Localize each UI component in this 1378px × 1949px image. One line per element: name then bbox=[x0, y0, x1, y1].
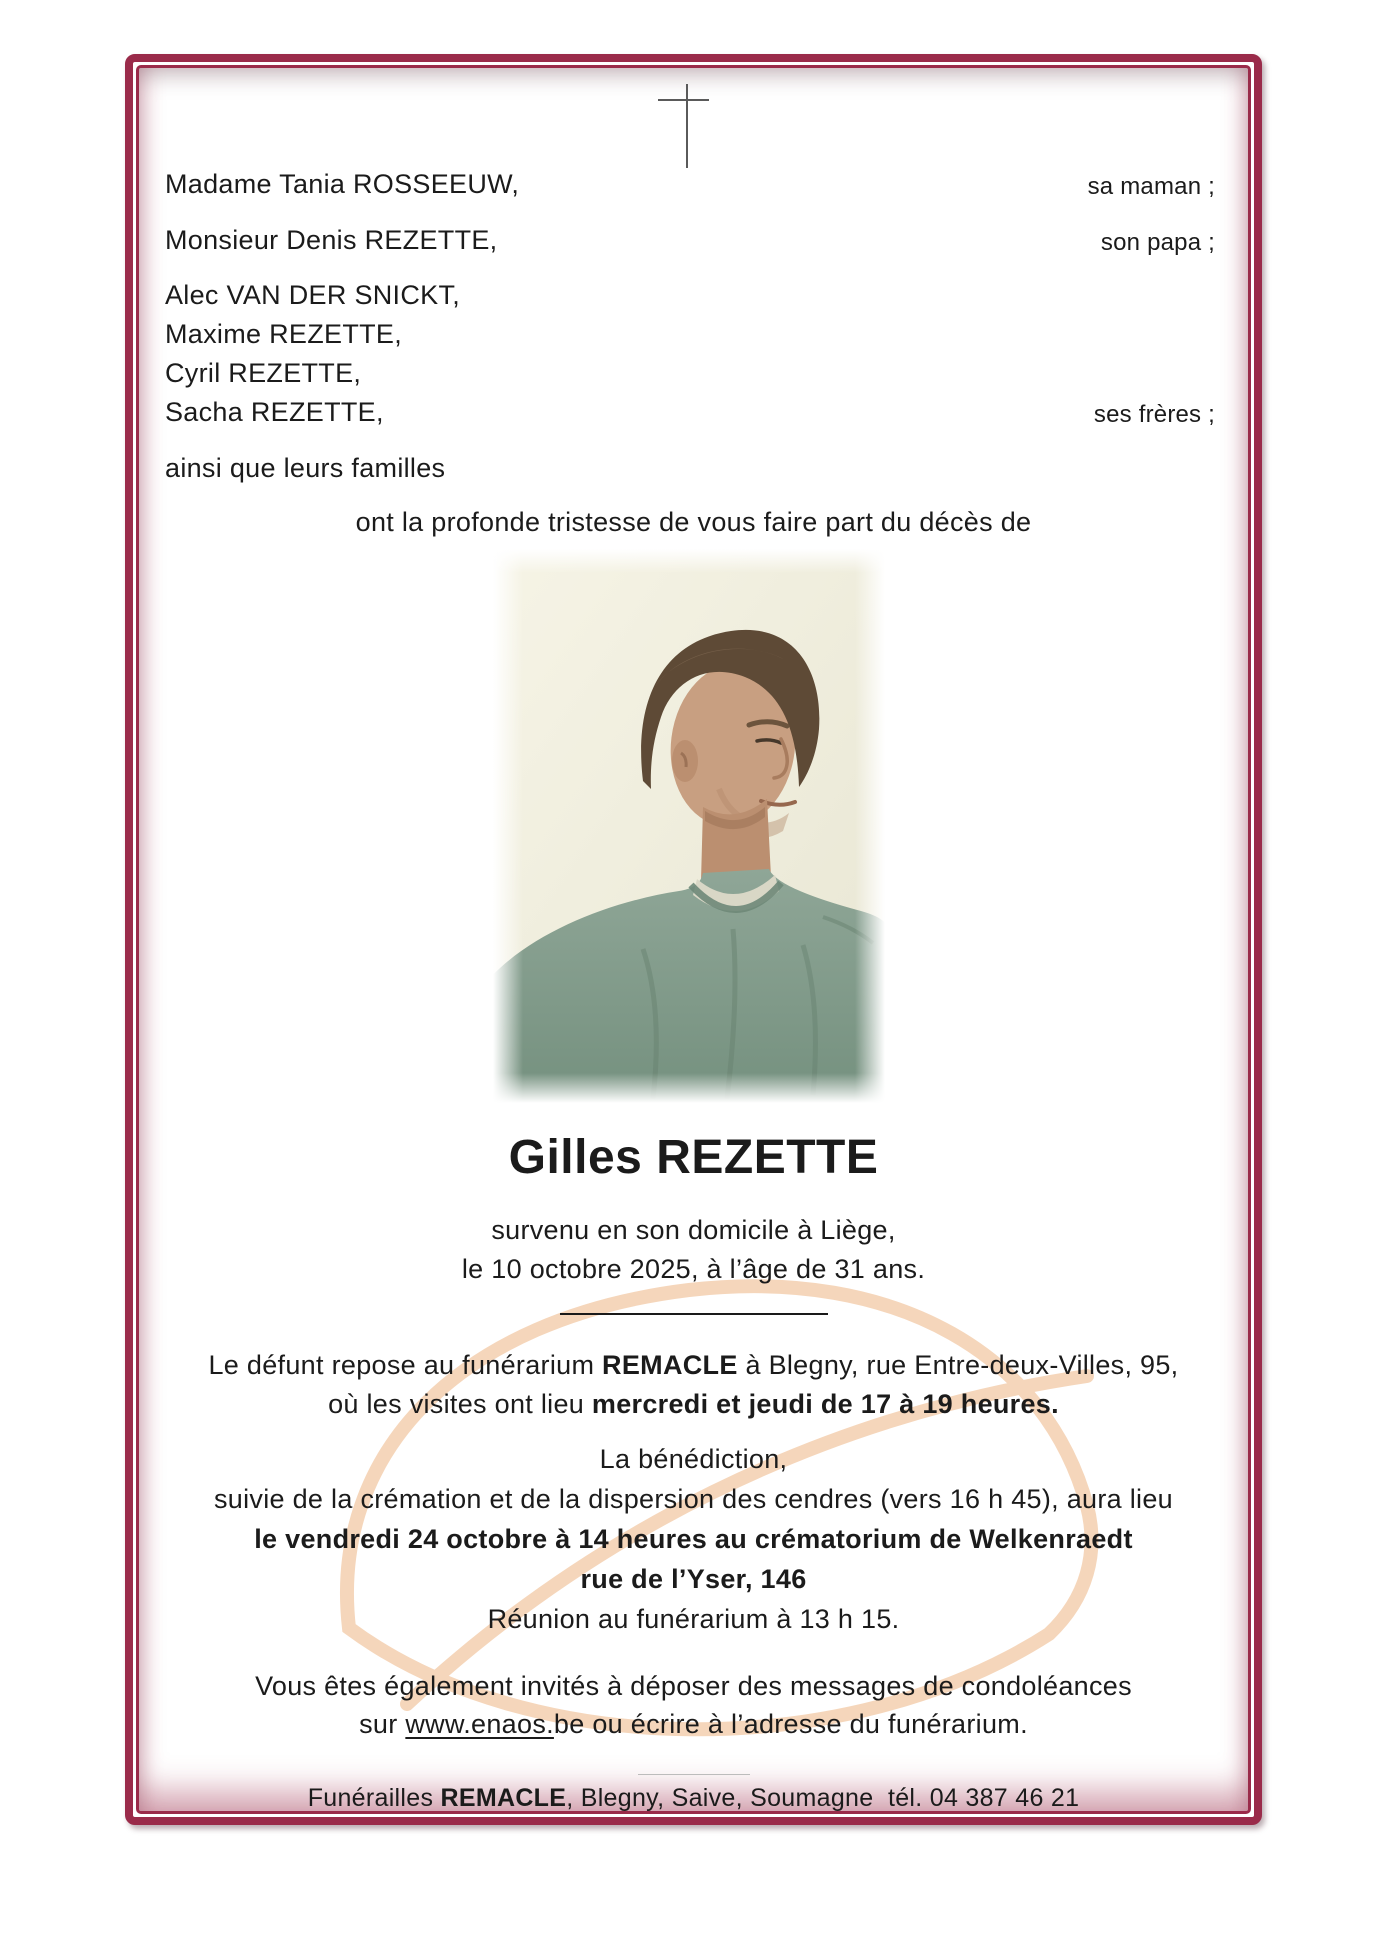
brother-name: Maxime REZETTE, bbox=[165, 319, 403, 349]
visitation-line2-text: où les visites ont lieu bbox=[328, 1389, 592, 1419]
announcement-card-frame bbox=[125, 54, 1262, 1825]
relation-label: sa maman ; bbox=[1087, 173, 1215, 200]
family-member-name: Monsieur Denis REZETTE, bbox=[165, 225, 498, 255]
enaos-website-link-suffix: be bbox=[553, 1709, 585, 1739]
footer-contact: , Blegny, Saive, Soumagne tél. 04 387 46 21 bbox=[566, 1784, 1080, 1812]
ceremony-line1: La bénédiction, bbox=[599, 1444, 788, 1474]
visitation-paragraph bbox=[139, 1346, 1248, 1424]
brother-name: Alec VAN DER SNICKT, bbox=[165, 280, 461, 310]
ceremony-paragraph bbox=[139, 1439, 1248, 1639]
condolences-line1: Vous êtes également invités à déposer des messages de condoléances bbox=[255, 1671, 1132, 1701]
visitation-line1-address: à Blegny, rue Entre-deux-Villes, 95, bbox=[737, 1350, 1179, 1380]
death-date-line: le 10 octobre 2025, à l’âge de 31 ans. bbox=[461, 1254, 926, 1284]
condolences-line2-pre: sur bbox=[359, 1709, 406, 1739]
visitation-line1 bbox=[139, 1346, 1248, 1385]
ceremony-meeting-line: Réunion au funérarium à 13 h 15. bbox=[487, 1604, 900, 1634]
funeral-home-footer bbox=[139, 1784, 1248, 1813]
brother-name: Cyril REZETTE, bbox=[165, 358, 362, 388]
cross-vertical-bar bbox=[686, 84, 688, 168]
families-line: ainsi que leurs familles bbox=[165, 453, 446, 483]
condolences-line2-post: ou écrire à l’adresse du funérarium. bbox=[584, 1709, 1028, 1739]
announcement-card bbox=[136, 65, 1251, 1814]
footer-pre: Funérailles bbox=[307, 1784, 441, 1812]
deceased-name: Gilles REZETTE bbox=[508, 1131, 879, 1184]
ceremony-line2: suivie de la crémation et de la dispersion des cendres (vers 16 h 45), aura lieu bbox=[213, 1484, 1173, 1514]
enaos-website-link[interactable]: www.enaos. bbox=[405, 1709, 554, 1739]
footer-divider bbox=[638, 1774, 750, 1775]
visitation-line1-text: Le défunt repose au funérarium bbox=[208, 1350, 603, 1380]
cross-horizontal-bar bbox=[658, 99, 709, 101]
funeral-home-name: REMACLE bbox=[602, 1350, 738, 1380]
relation-label: ses frères ; bbox=[1093, 401, 1215, 428]
relation-label: son papa ; bbox=[1100, 229, 1215, 256]
ceremony-date-line: le vendredi 24 octobre à 14 heures au crématorium de Welkenraedt bbox=[254, 1524, 1133, 1554]
brother-name: Sacha REZETTE, bbox=[165, 397, 384, 427]
condolences-paragraph bbox=[139, 1667, 1248, 1743]
portrait-photo bbox=[493, 549, 885, 1103]
section-divider bbox=[560, 1313, 828, 1315]
death-details bbox=[139, 1211, 1248, 1289]
visitation-line2 bbox=[139, 1385, 1248, 1424]
visitation-hours: mercredi et jeudi de 17 à 19 heures. bbox=[591, 1389, 1059, 1419]
footer-funeral-home-name: REMACLE bbox=[440, 1784, 567, 1812]
family-member-name: Madame Tania ROSSEEUW, bbox=[165, 169, 520, 199]
ceremony-address-line: rue de l’Yser, 146 bbox=[580, 1564, 807, 1594]
condolences-line2 bbox=[139, 1705, 1248, 1743]
death-place-line: survenu en son domicile à Liège, bbox=[491, 1215, 896, 1245]
announcement-line: ont la profonde tristesse de vous faire part du décès de bbox=[355, 507, 1032, 537]
